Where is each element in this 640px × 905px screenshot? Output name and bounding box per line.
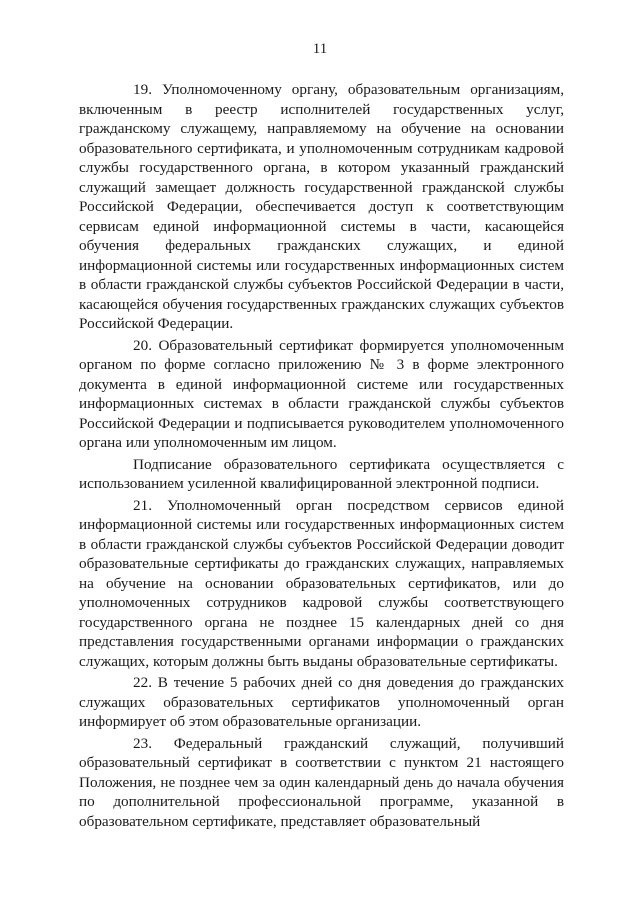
paragraph-23: 23. Федеральный гражданский служащий, получивший образовательный сертификат в соответствии с пунктом 21 настоящего Положения, не позднее чем за один календарный день до начала обучения по дополнительной профессиональной программе, указанной в образовательном сертификате, представляет образовательный [79, 734, 564, 830]
paragraph-signing: Подписание образовательного сертификата осуществляется с использованием усиленной квалифицированной электронной подписи. [79, 455, 564, 492]
paragraph-21: 21. Уполномоченный орган посредством сервисов единой информационной системы или государственных информационных систем в области гражданской службы субъектов Российской Федерации доводит образовательные сертификаты до гражданских служащих, направляемых на обучение на основании образовательных сертификатов, или до уполномоченных сотрудников кадровой службы соответствующего государственного органа не позднее 15 календарных дней со дня представления государственными органами информации о гражданских служащих, которым должны быть выданы образовательные сертификаты. [79, 496, 564, 670]
paragraph-19: 19. Уполномоченному органу, образовательным организациям, включенным в реестр исполнителей государственных услуг, гражданскому служащему, направляемому на обучение на основании образовательного сертификата, и уполномоченным сотрудникам кадровой службы государственного органа, в котором указанный гражданский служащий замещает должность государственной гражданской службы Российской Федерации, обеспечивается доступ к соответствующим сервисам единой информационной системы в части, касающейся обучения федеральных гражданских служащих, и единой информационной системы или государственных информационных систем в области гражданской службы субъектов Российской Федерации в части, касающейся обучения государственных гражданских служащих субъектов Российской Федерации. [79, 81, 564, 332]
document-body [79, 80, 564, 831]
page-number: 11 [312, 41, 328, 57]
paragraph-22: 22. В течение 5 рабочих дней со дня доведения до гражданских служащих образовательных сертификатов уполномоченный орган информирует об этом образовательные организации. [79, 674, 564, 730]
paragraph-20: 20. Образовательный сертификат формируется уполномоченным органом по форме согласно приложению № 3 в форме электронного документа в единой информационной системе или государственных информационных системах в области гражданской службы субъектов Российской Федерации и подписывается руководителем уполномоченного органа или уполномоченным им лицом. [79, 336, 564, 451]
